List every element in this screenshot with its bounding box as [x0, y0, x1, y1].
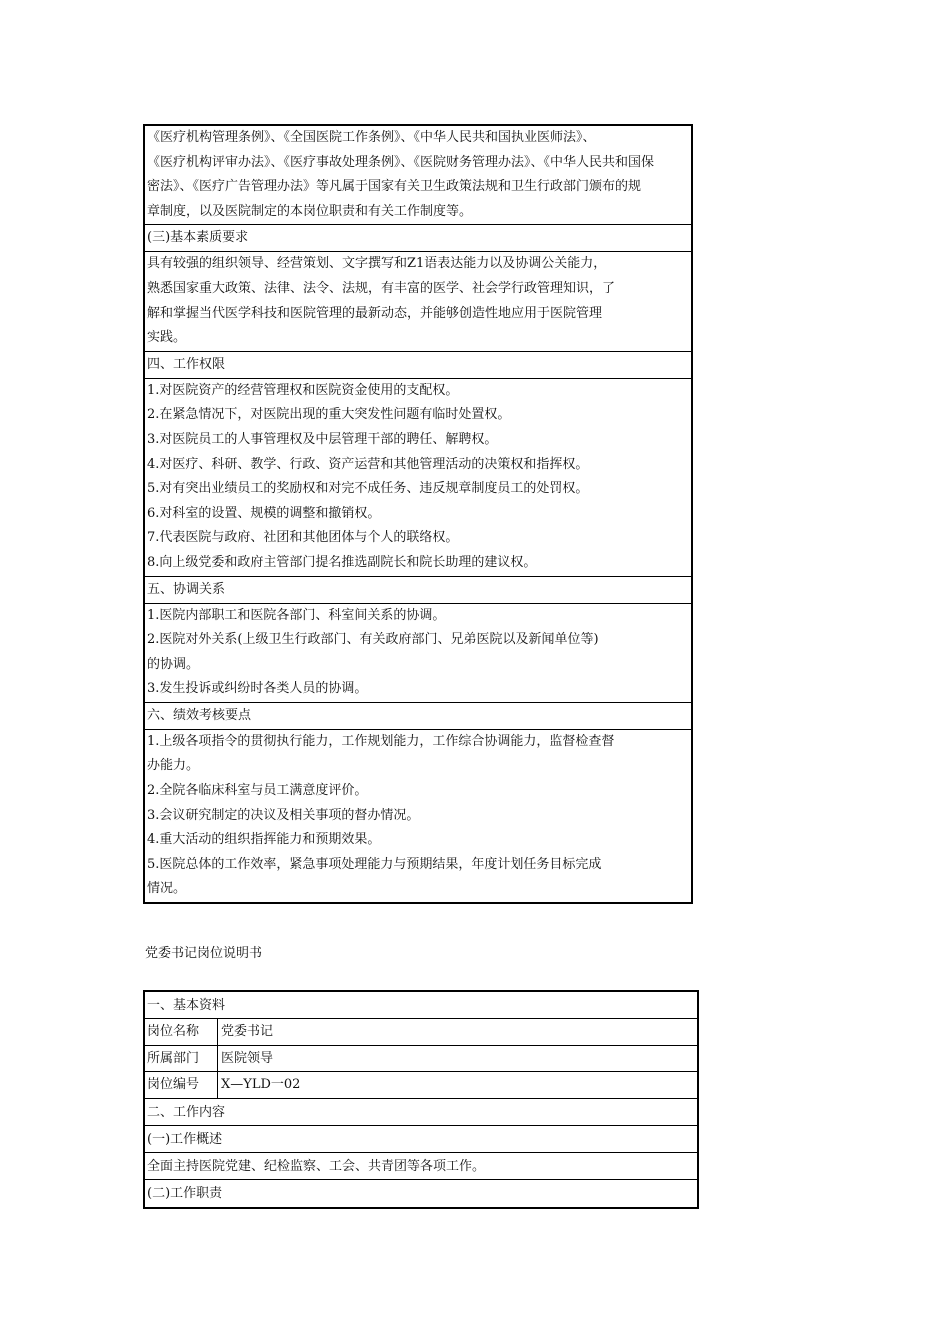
- content-row: [145, 126, 691, 225]
- section-heading-row: [145, 703, 691, 730]
- text-line: 1.对医院资产的经营管理权和医院资金使用的支配权。: [147, 382, 459, 398]
- text-line: 3.对医院员工的人事管理权及中层管理干部的聘任、解聘权。: [147, 431, 498, 447]
- field-row-position-name: [145, 1019, 697, 1046]
- work-overview-text: 全面主持医院党建、纪检监察、工会、共青团等各项工作。: [145, 1153, 697, 1180]
- content-row: [145, 730, 691, 902]
- field-value: 医院领导: [221, 1050, 274, 1066]
- field-value: 党委书记: [221, 1024, 274, 1039]
- field-label: 岗位名称: [145, 1019, 218, 1045]
- text-line: 1.上级各项指令的贯彻执行能力，工作规划能力，工作综合协调能力，监督检查督: [147, 733, 615, 749]
- text-line: 办能力。: [147, 758, 200, 774]
- section-heading-row: [145, 352, 691, 379]
- job-description-table-continued: [143, 124, 693, 904]
- text-line: 的协调。: [147, 656, 200, 672]
- text-line: 4.重大活动的组织指挥能力和预期效果。: [147, 832, 381, 848]
- text-line: 7.代表医院与政府、社团和其他团体与个人的联络权。: [147, 530, 459, 546]
- text-line: 1.医院内部职工和医院各部门、科室间关系的协调。: [147, 607, 446, 623]
- text-line: 熟悉国家重大政策、法律、法令、法规，有丰富的医学、社会学行政管理知识，了: [147, 280, 616, 296]
- text-line: 章制度，以及医院制定的本岗位职责和有关工作制度等。: [147, 203, 473, 219]
- section-heading-row: [145, 577, 691, 604]
- section-heading: 五、协调关系: [147, 581, 226, 597]
- section-heading-row: [145, 225, 691, 252]
- text-line: 8.向上级党委和政府主管部门提名推选副院长和院长助理的建议权。: [147, 554, 537, 570]
- text-line: 密法》、《医疗广告管理办法》等凡属于国家有关卫生政策法规和卫生行政部门颁布的规: [147, 179, 642, 195]
- text-line: 具有较强的组织领导、经营策划、文字撰写和Z1语表达能力以及协调公关能力，: [147, 256, 607, 272]
- text-line: 2.全院各临床科室与员工满意度评价。: [147, 783, 368, 799]
- text-line: 《医疗机构评审办法》、《医疗事故处理条例》、《医院财务管理办法》、《中华人民共和国保: [147, 154, 655, 170]
- text-line: 解和掌握当代医学科技和医院管理的最新动态，并能够创造性地应用于医院管理: [147, 305, 603, 321]
- field-value: X—YLD一02: [221, 1077, 301, 1092]
- text-line: 5.对有突出业绩员工的奖励权和对完不成任务、违反规章制度员工的处罚权。: [147, 481, 589, 497]
- text-line: 5.医院总体的工作效率，紧急事项处理能力与预期结果，年度计划任务目标完成: [147, 856, 602, 872]
- section-basic-info: 一、基本资料: [145, 992, 697, 1019]
- text-line: 《医疗机构管理条例》、《全国医院工作条例》、《中华人民共和国执业医师法》、: [147, 130, 596, 145]
- field-label: 所属部门: [145, 1046, 218, 1072]
- subsection-work-overview: (一)工作概述: [145, 1126, 697, 1153]
- field-label: 岗位编号: [145, 1072, 218, 1098]
- party-secretary-job-table: [143, 990, 699, 1209]
- text-line: 4.对医疗、科研、教学、行政、资产运营和其他管理活动的决策权和指挥权。: [147, 456, 589, 472]
- section-work-content: 二、工作内容: [145, 1099, 697, 1126]
- text-line: 2.医院对外关系(上级卫生行政部门、有关政府部门、兄弟医院以及新闻单位等): [147, 632, 599, 648]
- text-line: 实践。: [147, 330, 187, 346]
- content-row: [145, 604, 691, 703]
- document-title: 党委书记岗位说明书: [145, 946, 263, 961]
- text-line: 3.会议研究制定的决议及相关事项的督办情况。: [147, 807, 420, 823]
- text-line: 情况。: [147, 881, 187, 897]
- text-line: 3.发生投诉或纠纷时各类人员的协调。: [147, 681, 368, 697]
- field-row-department: [145, 1046, 697, 1073]
- section-heading: (三)基本素质要求: [147, 230, 249, 246]
- subsection-work-duties: (二)工作职责: [147, 1185, 223, 1201]
- section-heading: 四、工作权限: [147, 356, 226, 372]
- field-row-position-code: [145, 1072, 697, 1099]
- content-row: [145, 252, 691, 351]
- text-line: 2.在紧急情况下，对医院出现的重大突发性问题有临时处置权。: [147, 407, 511, 423]
- section-heading: 六、绩效考核要点: [147, 707, 252, 723]
- content-row: [145, 379, 691, 577]
- text-line: 6.对科室的设置、规模的调整和撤销权。: [147, 505, 381, 521]
